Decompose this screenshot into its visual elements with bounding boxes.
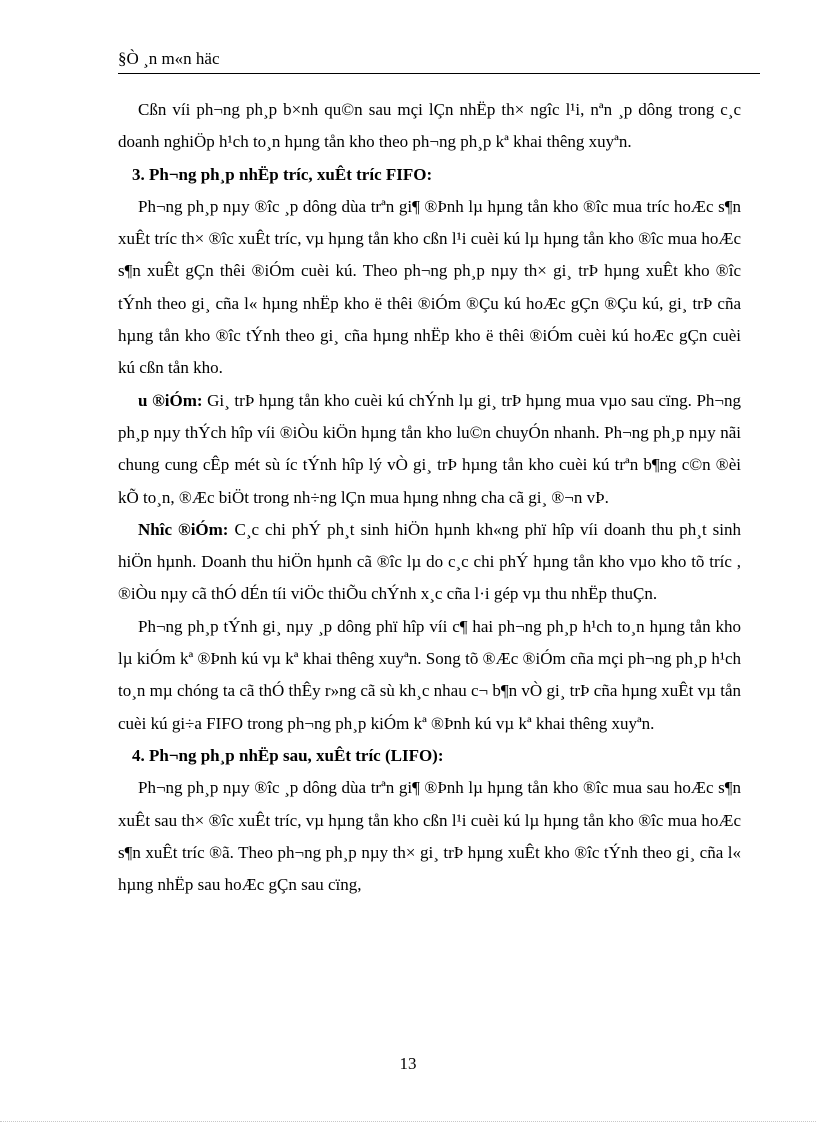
paragraph-text: Ph¬ng ph¸p tÝnh gi¸ nµy ¸p dông phï hîp víi c¶ hai ph¬ng ph¸p h¹ch to¸n hµng tån kho lµ kiÓm kª ®Þnh kú vµ kª khai thêng xuyªn. Song tõ ®Æc ®iÓm cña mçi ph¬ng ph¸p h¹ch to¸n mµ chóng ta cã thÓ thÊy r»ng cã sù kh¸c nhau c¬ b¶n vÒ gi¸ trÞ cña hµng xuÊt vµ tån cuèi kú gi÷a FIFO trong ph¬ng ph¸p kiÓm kª ®Þnh kú vµ kª khai thêng xuyªn. <box>118 616 741 733</box>
paragraph-text: Ph¬ng ph¸p nµy ®îc ¸p dông dùa trªn gi¶ ®Þnh lµ hµng tån kho ®îc mua tríc hoÆc s¶n xuÊt tríc th× ®îc xuÊt tríc, vµ hµng tån kho cßn l¹i cuèi kú lµ hµng tån kho ®îc mua hoÆc s¶n xuÊt gÇn thêi ®iÓm cuèi kú. Theo ph¬ng ph¸p nµy th× gi¸ trÞ hµng xuÊt kho ®îc tÝnh theo gi¸ cña l« hµng nhËp kho ë thêi ®iÓm ®Çu kú hoÆc gÇn ®Çu kú, gi¸ trÞ cña hµng tån kho ®îc tÝnh theo gi¸ cña hµng nhËp kho ë thêi ®iÓm cuèi kú hoÆc gÇn cuèi kú cßn tån kho. <box>118 196 741 378</box>
paragraph-text: Cßn víi ph¬ng ph¸p b×nh qu©n sau mçi lÇn nhËp th× ngîc l¹i, nªn ¸p dông trong c¸c doanh nghiÖp h¹ch to¸n hµng tån kho theo ph¬ng ph¸p kª khai thêng xuyªn. <box>118 100 741 152</box>
paragraph <box>118 94 741 159</box>
paragraph <box>118 191 741 385</box>
paragraph-text: Ph¬ng ph¸p nµy ®îc ¸p dông dùa trªn gi¶ ®Þnh lµ hµng tån kho ®îc mua sau hoÆc s¶n xuÊt sau th× ®îc xuÊt tríc, vµ hµng tån kho cßn l¹i cuèi kú lµ hµng tån kho ®îc mua hoÆc s¶n xuÊt tríc ®ã. Theo ph¬ng ph¸p nµy th× gi¸ trÞ hµng xuÊt kho ®îc tÝnh theo gi¸ cña l« hµng nhËp sau hoÆc gÇn sau cïng, <box>118 778 741 895</box>
paragraph-text: Gi¸ trÞ hµng tån kho cuèi kú chÝnh lµ gi¸ trÞ hµng mua vµo sau cïng. Ph¬ng ph¸p nµy thÝch hîp víi ®iÒu kiÖn hµng tån kho lu©n chuyÓn nhanh. Ph¬ng ph¸p nµy nãi chung cung cÊp mét sù íc tÝnh hîp lý vÒ gi¸ trÞ hµng tån kho cuèi kú trªn b¶ng c©n ®èi kÕ to¸n, ®Æc biÖt trong nh÷ng lÇn mua hµng nhng cha cã gi¸ ®¬n vÞ. <box>118 390 741 507</box>
page-header <box>118 48 760 74</box>
paragraph-advantages <box>118 385 741 514</box>
paragraph-disadvantages <box>118 514 741 611</box>
header-title: §Ò ¸n m«n häc <box>118 49 220 68</box>
section-heading: 3. Ph¬ng ph¸p nhËp tríc, xuÊt tríc FIFO: <box>132 164 433 184</box>
paragraph <box>118 772 741 901</box>
paragraph-text: C¸c chi phÝ ph¸t sinh hiÖn hµnh kh«ng phï hîp víi doanh thu ph¸t sinh hiÖn hµnh. Doanh thu hiÖn hµnh cã ®îc lµ do c¸c chi phÝ hµng tån kho vµo kho tõ tríc , ®iÒu nµy cã thÓ dÉn tíi viÖc thiÕu chÝnh x¸c cña l·i gép vµ thu nhËp thuÇn. <box>118 519 742 604</box>
paragraph <box>118 611 741 740</box>
section-heading: 4. Ph¬ng ph¸p nhËp sau, xuÊt tríc (LIFO): <box>132 745 444 765</box>
page-number: 13 <box>399 1054 417 1073</box>
document-body <box>118 94 741 901</box>
page-bottom-divider <box>0 1121 816 1122</box>
advantages-label: u ®iÓm: <box>138 390 203 410</box>
disadvantages-label: Nhîc ®iÓm: <box>138 519 229 539</box>
